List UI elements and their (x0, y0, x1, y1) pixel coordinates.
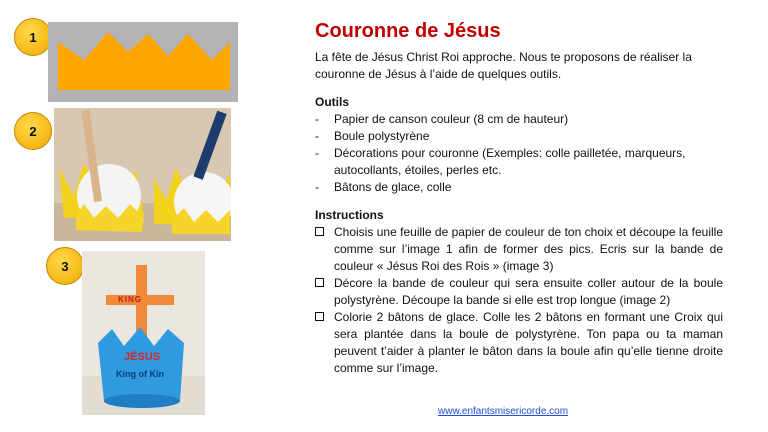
page-title: Couronne de Jésus (315, 20, 501, 42)
instructions-list (315, 224, 723, 377)
intro-text: La fête de Jésus Christ Roi approche. Nous te proposons de réaliser la couronne de Jésus à l’aide de quelques outils. (315, 50, 692, 81)
step-badge-1: 1 (14, 18, 52, 56)
crown-label-bottom: King of Kin (116, 369, 164, 379)
crowns-photo (54, 108, 231, 241)
blue-crown-photo (82, 251, 205, 415)
instructions-heading: Instructions (315, 208, 384, 222)
checklist-item: Colorie 2 bâtons de glace. Colle les 2 bâtons en formant une Croix qui sera plantée dans la boule de polystyrène. Ton papa ou ta maman peuvent t’aider à planter le bâton dans la boule afin qu’elle tienne droite comme sur l’image. (315, 309, 723, 377)
image-paper-strip (48, 22, 238, 102)
tools-list (315, 111, 723, 196)
step-badge-2: 2 (14, 112, 52, 150)
paper-strip-illustration (48, 22, 238, 102)
checkbox-icon (315, 227, 324, 236)
checklist-item: Décore la bande de couleur qui sera ensuite coller autour de la boule polystyrène. Découpe la bande si elle est trop longue (image 2) (315, 275, 723, 309)
tools-heading: Outils (315, 95, 350, 109)
cross-label: KING (118, 295, 142, 304)
list-item: - Papier de canson couleur (8 cm de hauteur) (315, 112, 569, 126)
list-item: - Boule polystyrène (315, 129, 430, 143)
checkbox-icon (315, 278, 324, 287)
step-badge-3: 3 (46, 247, 84, 285)
footer-website-link[interactable]: www.enfantsmisericorde.com (438, 406, 569, 417)
checklist-item: Choisis une feuille de papier de couleur de ton choix et découpe la feuille comme sur l’image 1 afin de former des pics. Ecris sur la bande de couleur « Jésus Roi des Rois » (image 3) (315, 224, 723, 275)
crown-label-top: JÉSUS (124, 351, 161, 363)
list-item: - Décorations pour couronne (Exemples: colle pailletée, marqueurs, autocollants, étoiles, perles etc. (315, 146, 686, 177)
list-item: - Bâtons de glace, colle (315, 180, 452, 194)
checkbox-icon (315, 312, 324, 321)
image-crowns-on-balls (54, 108, 231, 241)
image-blue-crown-with-cross (82, 251, 205, 415)
